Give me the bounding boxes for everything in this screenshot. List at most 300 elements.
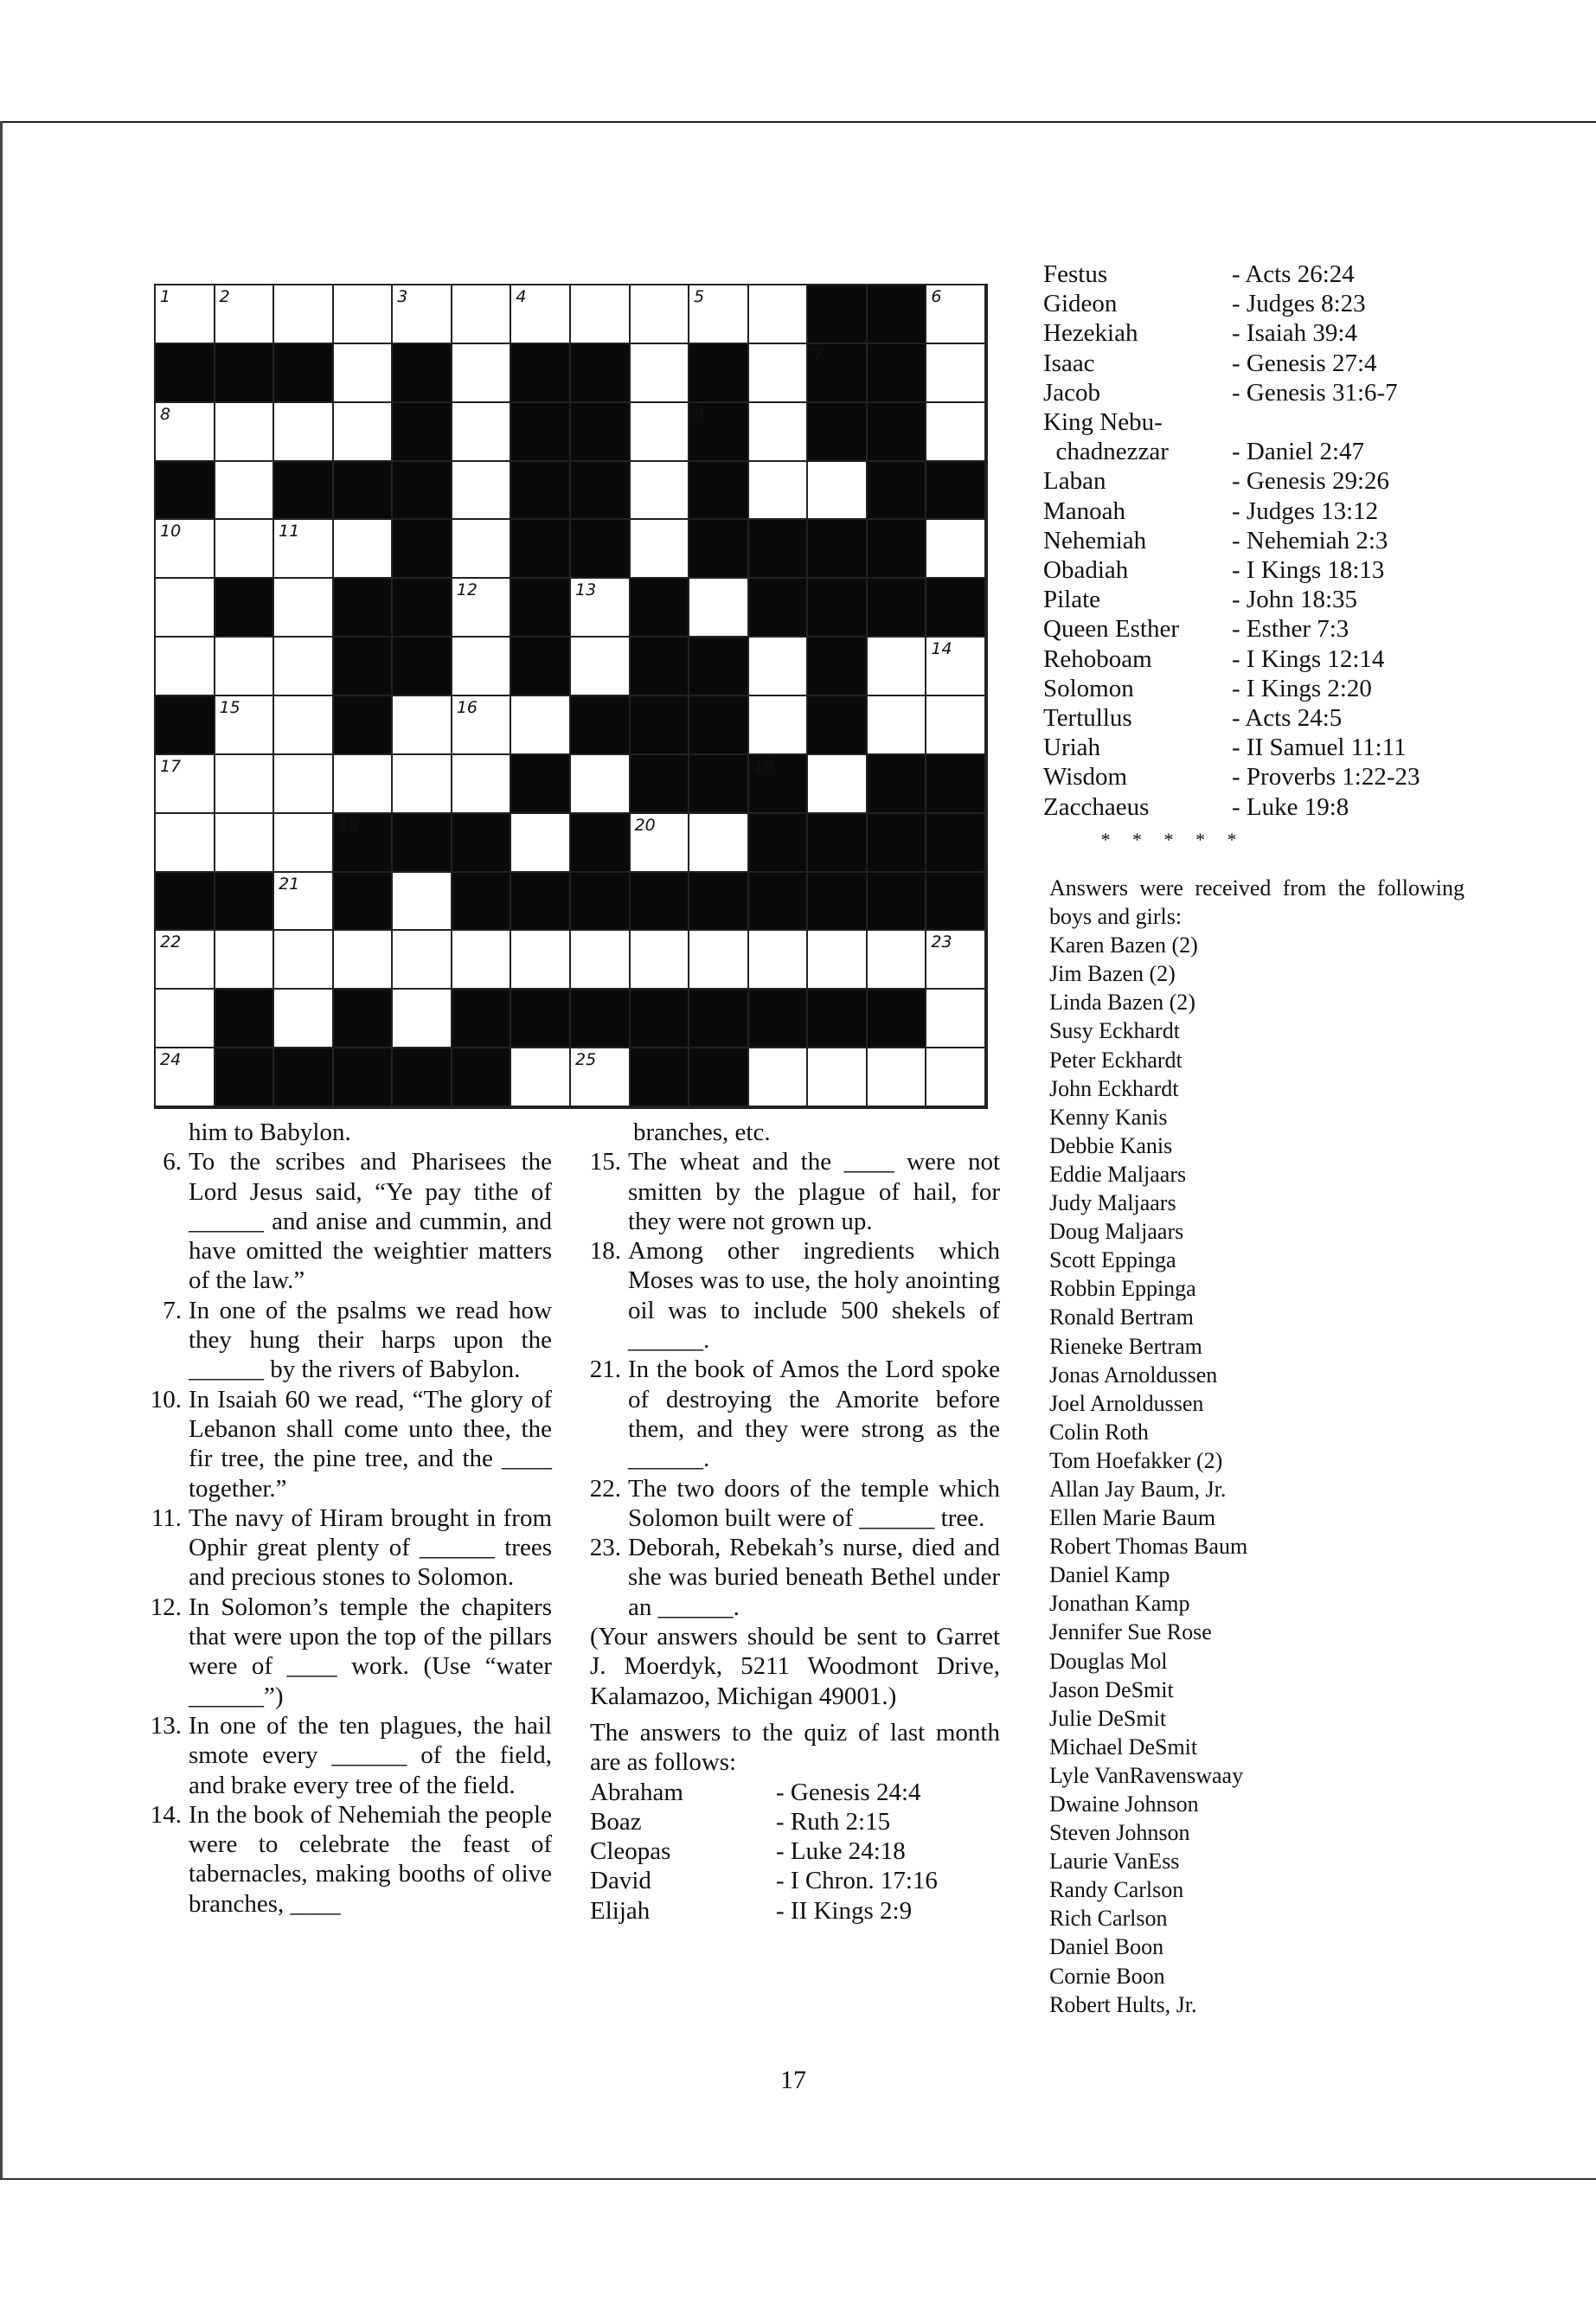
crossword-cell — [156, 579, 215, 638]
clue-number: 9 — [694, 404, 705, 424]
answer-reference: - II Kings 2:9 — [776, 1896, 913, 1925]
crossword-cell — [393, 696, 452, 755]
crossword-block — [868, 462, 927, 521]
crossword-cell — [926, 1048, 986, 1107]
clue-number: 17 — [160, 756, 182, 776]
crossword-cell — [868, 1048, 927, 1107]
answer-name: Boaz — [590, 1807, 642, 1836]
crossword-block — [926, 873, 986, 932]
crossword-block — [215, 344, 275, 403]
answer-row — [1043, 378, 1476, 407]
answer-row — [590, 1836, 1000, 1866]
answer-row — [590, 1807, 1000, 1836]
crossword-block — [689, 755, 749, 814]
answer-name: chadnezzar — [1043, 438, 1169, 466]
answer-name: Nehemiah — [1043, 526, 1147, 554]
crossword-block — [511, 344, 571, 403]
clue-number: 15 — [219, 698, 240, 717]
crossword-block — [689, 520, 749, 579]
crossword-cell — [631, 931, 690, 990]
crossword-cell — [334, 755, 394, 814]
page-top-edge — [0, 121, 1596, 123]
crossword-block — [571, 520, 631, 579]
respondent-name: Julie DeSmit — [1049, 1705, 1167, 1731]
crossword-block — [631, 579, 690, 638]
respondent-name: Rieneke Bertram — [1049, 1333, 1202, 1359]
answer-row — [1043, 289, 1476, 318]
respondent-name: Eddie Maljaars — [1049, 1161, 1187, 1187]
crossword-cell — [393, 931, 452, 990]
answer-name: Obadiah — [1043, 556, 1129, 585]
clue-number: 23 — [931, 933, 952, 952]
crossword-cell — [334, 520, 394, 579]
clue-item — [147, 1711, 552, 1800]
clue-number: 18 — [753, 756, 774, 776]
crossword-block — [334, 873, 394, 932]
crossword-cell — [452, 285, 512, 344]
clue-text: In the book of Amos the Lord spoke of destroying the Amorite before them, and they were strong as the ______. — [628, 1356, 1000, 1473]
answer-reference: - Proverbs 1:22-23 — [1232, 763, 1420, 792]
crossword-block — [868, 285, 927, 344]
crossword-block — [571, 873, 631, 932]
crossword-block — [393, 638, 452, 696]
answer-name: Abraham — [590, 1778, 683, 1806]
crossword-cell — [274, 285, 334, 344]
crossword-cell — [571, 931, 631, 990]
crossword-cell — [156, 638, 215, 696]
answers-column — [1043, 260, 1476, 855]
crossword-block — [689, 990, 749, 1048]
crossword-cell — [926, 344, 986, 403]
crossword-cell — [452, 344, 512, 403]
clue-number: 5 — [694, 287, 705, 306]
crossword-block — [868, 814, 927, 873]
crossword-block — [393, 344, 452, 403]
respondent-name: Debbie Kanis — [1049, 1132, 1173, 1158]
crossword-block — [452, 873, 512, 932]
clue-number: 6. — [163, 1148, 182, 1176]
crossword-cell — [511, 1048, 571, 1107]
respondent-name: Susy Eckhardt — [1049, 1018, 1180, 1044]
clue-item — [586, 1533, 1000, 1622]
crossword-block — [511, 462, 571, 521]
clue-number: 23. — [589, 1534, 621, 1562]
clue-item — [586, 1355, 1000, 1473]
answer-reference: - Genesis 31:6-7 — [1232, 378, 1398, 407]
crossword-block — [511, 520, 571, 579]
crossword-cell — [215, 520, 275, 579]
clue-item — [586, 1147, 1000, 1236]
clue-number: 2 — [219, 287, 230, 306]
clue-number: 10 — [160, 522, 182, 542]
crossword-block — [452, 814, 512, 873]
answer-row — [1043, 644, 1476, 674]
answer-name: Festus — [1043, 260, 1108, 288]
crossword-cell — [808, 1048, 868, 1107]
crossword-block — [631, 638, 690, 696]
clue-number: 1 — [160, 287, 171, 306]
crossword-cell — [274, 755, 334, 814]
crossword-block — [393, 462, 452, 521]
crossword-cell — [215, 403, 275, 462]
crossword-block — [156, 873, 215, 932]
clue-item — [147, 1593, 552, 1711]
answer-name: Gideon — [1043, 290, 1118, 318]
crossword-cell — [215, 755, 275, 814]
clue-number: 25 — [575, 1050, 597, 1070]
respondent-name: Joel Arnoldussen — [1049, 1390, 1204, 1416]
crossword-block — [156, 696, 215, 755]
crossword-block — [511, 579, 571, 638]
clue-number: 7 — [812, 345, 824, 365]
crossword-block — [215, 579, 275, 638]
answer-reference: - Judges 8:23 — [1232, 290, 1366, 318]
crossword-block — [749, 579, 809, 638]
clue-text: To the scribes and Pharisees the Lord Jesus said, “Ye pay tithe of ______ and anise and cummin, and have omitted the weightier matters of the law.” — [189, 1148, 552, 1295]
answer-name: Isaac — [1043, 349, 1095, 377]
answer-row — [1043, 466, 1476, 496]
crossword-block — [511, 755, 571, 814]
clue-text: In one of the ten plagues, the hail smote every ______ of the field, and brake every tree of the field. — [189, 1711, 552, 1799]
crossword-block — [274, 1048, 334, 1107]
answer-reference: - John 18:35 — [1232, 586, 1357, 614]
crossword-block — [511, 873, 571, 932]
crossword-cell — [452, 462, 512, 521]
crossword-cell — [274, 990, 334, 1048]
clues-column-1 — [147, 1118, 552, 1919]
clue-number: 3 — [397, 287, 408, 306]
respondent-name: Laurie VanEss — [1049, 1849, 1180, 1875]
crossword-block — [274, 462, 334, 521]
crossword-cell — [511, 814, 571, 873]
clue-text: In Solomon’s temple the chapiters that were upon the top of the pillars were of ____ work. (Use “water ______”) — [189, 1593, 552, 1710]
clue-number: 15. — [589, 1148, 621, 1176]
crossword-cell — [631, 520, 690, 579]
crossword-cell — [631, 344, 690, 403]
crossword-block — [808, 285, 868, 344]
answer-reference: - I Kings 2:20 — [1232, 674, 1372, 702]
respondent-name: Michael DeSmit — [1049, 1734, 1198, 1759]
crossword-block — [689, 1048, 749, 1107]
respondent-name: Tom Hoefakker (2) — [1049, 1447, 1223, 1473]
crossword-cell — [926, 403, 986, 462]
crossword-block — [689, 462, 749, 521]
clue-number: 19 — [337, 815, 359, 835]
answer-name: Hezekiah — [1043, 319, 1138, 348]
crossword-block — [393, 814, 452, 873]
answer-reference: - Isaiah 39:4 — [1232, 319, 1357, 348]
respondent-name: Lyle VanRavenswaay — [1049, 1762, 1244, 1788]
page-left-edge — [0, 121, 3, 2180]
crossword-block — [215, 990, 275, 1048]
clue-text: Deborah, Rebekah’s nurse, died and she was buried beneath Bethel under an ______. — [628, 1534, 1000, 1621]
respondent-name: Scott Eppinga — [1049, 1247, 1176, 1273]
crossword-block — [334, 462, 394, 521]
clue-number: 13 — [575, 580, 597, 600]
respondent-name: Rich Carlson — [1049, 1906, 1168, 1932]
answer-row — [1043, 674, 1476, 703]
answer-name: Queen Esther — [1043, 615, 1180, 644]
answer-reference: - Luke 19:8 — [1232, 792, 1349, 821]
clue-item — [586, 1474, 1000, 1534]
crossword-cell — [926, 990, 986, 1048]
crossword-block — [926, 462, 986, 521]
answer-reference: - Acts 24:5 — [1232, 704, 1343, 733]
respondent-name: Doug Maljaars — [1049, 1219, 1184, 1245]
respondent-name: Karen Bazen (2) — [1049, 933, 1198, 958]
crossword-block — [808, 696, 868, 755]
crossword-cell — [631, 462, 690, 521]
respondent-name: Robert Hults, Jr. — [1049, 1991, 1197, 2017]
respondent-name: Colin Roth — [1049, 1419, 1149, 1445]
crossword-cell — [868, 931, 927, 990]
crossword-block — [334, 579, 394, 638]
crossword-block — [749, 873, 809, 932]
answer-row — [1043, 407, 1476, 437]
clue-continuation: branches, etc. — [633, 1118, 771, 1146]
respondent-name: Jonas Arnoldussen — [1049, 1362, 1218, 1388]
crossword-cell — [511, 696, 571, 755]
respondent-name: Robert Thomas Baum — [1049, 1534, 1248, 1560]
crossword-block — [511, 403, 571, 462]
crossword-cell — [452, 520, 512, 579]
answer-reference: - Genesis 27:4 — [1232, 349, 1377, 377]
clue-text: The two doors of the temple which Solomon built were of ______ tree. — [628, 1474, 1000, 1532]
crossword-block — [571, 403, 631, 462]
crossword-cell — [334, 403, 394, 462]
crossword-block — [868, 873, 927, 932]
crossword-cell — [156, 814, 215, 873]
clue-text: In the book of Nehemiah the people were to celebrate the feast of tabernacles, making booths of olive branches, ____ — [189, 1800, 552, 1918]
respondent-name: Allan Jay Baum, Jr. — [1049, 1476, 1227, 1502]
crossword-cell — [215, 462, 275, 521]
crossword-cell — [749, 696, 809, 755]
answer-name: Laban — [1043, 467, 1106, 496]
crossword-block — [808, 990, 868, 1048]
crossword-cell — [749, 285, 809, 344]
crossword-cell — [571, 638, 631, 696]
clue-item — [147, 1296, 552, 1385]
crossword-cell — [631, 285, 690, 344]
answer-row — [590, 1778, 1000, 1807]
crossword-cell — [274, 814, 334, 873]
clue-text: In one of the psalms we read how they hung their harps upon the ______ by the rivers of Babylon. — [189, 1296, 552, 1384]
page-number: 17 — [780, 2066, 806, 2094]
respondent-name: Ellen Marie Baum — [1049, 1505, 1216, 1531]
crossword-cell — [689, 814, 749, 873]
crossword-block — [808, 520, 868, 579]
clue-number: 20 — [634, 815, 656, 835]
answer-name: Rehoboam — [1043, 644, 1152, 673]
crossword-block — [926, 814, 986, 873]
answer-reference: - I Kings 12:14 — [1232, 644, 1385, 673]
respondent-name: Peter Eckhardt — [1049, 1047, 1183, 1073]
answer-name: Uriah — [1043, 734, 1101, 762]
crossword-block — [571, 696, 631, 755]
respondent-name: Ronald Bertram — [1049, 1304, 1194, 1330]
clue-number: 14. — [150, 1800, 182, 1829]
respondents-intro: Answers were received from the following boys and girls: — [1049, 875, 1465, 930]
clue-number: 6 — [931, 287, 942, 306]
respondent-name: Jennifer Sue Rose — [1049, 1619, 1212, 1645]
respondent-name: Randy Carlson — [1049, 1877, 1184, 1903]
address-note: (Your answers should be sent to Garret J. Moerdyk, 5211 Woodmont Drive, Kalamazoo, Michigan 49001.) — [590, 1623, 1000, 1710]
respondent-name: Judy Maljaars — [1049, 1190, 1176, 1216]
answer-row — [1043, 703, 1476, 733]
crossword-block — [156, 344, 215, 403]
crossword-block — [749, 990, 809, 1048]
answer-reference: - I Kings 18:13 — [1232, 556, 1385, 585]
crossword-block — [631, 990, 690, 1048]
clue-text: The navy of Hiram brought in from Ophir great plenty of ______ trees and precious stones to Solomon. — [189, 1503, 552, 1592]
respondent-name: Robbin Eppinga — [1049, 1276, 1196, 1302]
crossword-cell — [274, 696, 334, 755]
crossword-cell — [749, 403, 809, 462]
crossword-cell — [926, 520, 986, 579]
respondent-name: Douglas Mol — [1049, 1648, 1168, 1674]
crossword-block — [808, 814, 868, 873]
crossword-cell — [393, 990, 452, 1048]
crossword-cell — [926, 696, 986, 755]
crossword-block — [511, 638, 571, 696]
respondent-name: Kenny Kanis — [1049, 1104, 1168, 1130]
crossword-cell — [571, 285, 631, 344]
clue-number: 11 — [279, 522, 300, 542]
answer-reference: - Ruth 2:15 — [776, 1807, 891, 1836]
crossword-block — [631, 696, 690, 755]
crossword-cell — [215, 931, 275, 990]
crossword-block — [631, 755, 690, 814]
answer-name: Wisdom — [1043, 763, 1128, 792]
crossword-cell — [689, 931, 749, 990]
page-bottom-edge — [0, 2178, 1596, 2180]
crossword-cell — [274, 638, 334, 696]
answer-reference: - Acts 26:24 — [1232, 260, 1355, 288]
crossword-cell — [452, 931, 512, 990]
clue-number: 8 — [160, 404, 171, 424]
crossword-block — [452, 990, 512, 1048]
respondent-name: Linda Bazen (2) — [1049, 990, 1195, 1016]
clue-number: 10. — [150, 1385, 182, 1413]
answer-row — [1043, 555, 1476, 585]
crossword-block — [452, 1048, 512, 1107]
crossword-cell — [808, 755, 868, 814]
crossword-cell — [749, 638, 809, 696]
answer-reference: - Daniel 2:47 — [1232, 438, 1365, 466]
answer-name: Pilate — [1043, 586, 1101, 614]
crossword-block — [689, 873, 749, 932]
crossword-block — [334, 638, 394, 696]
crossword-cell — [393, 755, 452, 814]
answer-row — [590, 1866, 1000, 1895]
clue-number: 14 — [931, 639, 952, 659]
crossword-grid — [156, 285, 986, 1107]
clue-number: 24 — [160, 1050, 182, 1070]
crossword-block — [393, 579, 452, 638]
answer-name: Solomon — [1043, 674, 1134, 702]
crossword-block — [868, 755, 927, 814]
answer-row — [1043, 318, 1476, 348]
crossword-block — [808, 403, 868, 462]
crossword-block — [571, 814, 631, 873]
clue-number: 21. — [589, 1356, 621, 1384]
clue-number: 7. — [163, 1296, 182, 1324]
crossword-cell — [215, 814, 275, 873]
answer-name: David — [590, 1867, 651, 1895]
answer-reference: - Genesis 29:26 — [1232, 467, 1390, 496]
crossword-block — [926, 579, 986, 638]
crossword-cell — [511, 931, 571, 990]
clue-item — [586, 1236, 1000, 1355]
crossword-block — [689, 638, 749, 696]
clue-continuation: him to Babylon. — [189, 1118, 351, 1146]
answer-name: Zacchaeus — [1043, 792, 1150, 821]
answer-row — [1043, 614, 1476, 644]
clue-number: 12 — [456, 580, 478, 600]
crossword-cell — [868, 696, 927, 755]
answer-reference: - Esther 7:3 — [1232, 615, 1349, 644]
clue-number: 22 — [160, 933, 182, 952]
crossword-block — [571, 990, 631, 1048]
crossword-block — [808, 873, 868, 932]
answer-name: Tertullus — [1043, 704, 1132, 733]
crossword-block — [808, 638, 868, 696]
answer-reference: - Nehemiah 2:3 — [1232, 526, 1388, 554]
crossword-block — [215, 1048, 275, 1107]
clue-text: In Isaiah 60 we read, “The glory of Lebanon shall come unto thee, the fir tree, the pine tree, and the ____ together.” — [189, 1385, 552, 1503]
crossword-cell — [749, 931, 809, 990]
crossword-cell — [452, 638, 512, 696]
answer-row — [590, 1896, 1000, 1926]
answer-name: Cleopas — [590, 1837, 671, 1866]
respondent-name: Jason DeSmit — [1049, 1676, 1174, 1702]
respondent-name: Daniel Kamp — [1049, 1562, 1170, 1588]
crossword-cell — [452, 755, 512, 814]
answer-row — [1043, 497, 1476, 526]
clue-number: 18. — [589, 1237, 621, 1266]
clue-item — [147, 1385, 552, 1503]
crossword-cell — [156, 990, 215, 1048]
crossword-cell — [808, 931, 868, 990]
answer-reference: - Genesis 24:4 — [776, 1778, 921, 1806]
answer-row — [1043, 349, 1476, 378]
crossword-cell — [334, 931, 394, 990]
crossword-cell — [749, 462, 809, 521]
crossword-block — [511, 990, 571, 1048]
answer-row — [1043, 260, 1476, 289]
crossword-cell — [571, 755, 631, 814]
clue-number: 13. — [150, 1711, 182, 1740]
star-divider: * * * * * — [1100, 828, 1246, 850]
crossword-cell — [452, 403, 512, 462]
crossword-block — [631, 1048, 690, 1107]
clue-item — [147, 1503, 552, 1593]
crossword-cell — [868, 638, 927, 696]
answer-name: King Nebu- — [1043, 408, 1163, 437]
clue-number: 4 — [516, 287, 527, 306]
respondent-name: Jim Bazen (2) — [1049, 961, 1176, 987]
crossword-block — [868, 990, 927, 1048]
answer-name: Jacob — [1043, 378, 1101, 407]
crossword-cell — [334, 285, 394, 344]
crossword-block — [808, 579, 868, 638]
crossword-cell — [215, 638, 275, 696]
crossword-cell — [393, 873, 452, 932]
crossword-block — [868, 520, 927, 579]
crossword-cell — [274, 931, 334, 990]
crossword-cell — [274, 579, 334, 638]
crossword-block — [393, 403, 452, 462]
